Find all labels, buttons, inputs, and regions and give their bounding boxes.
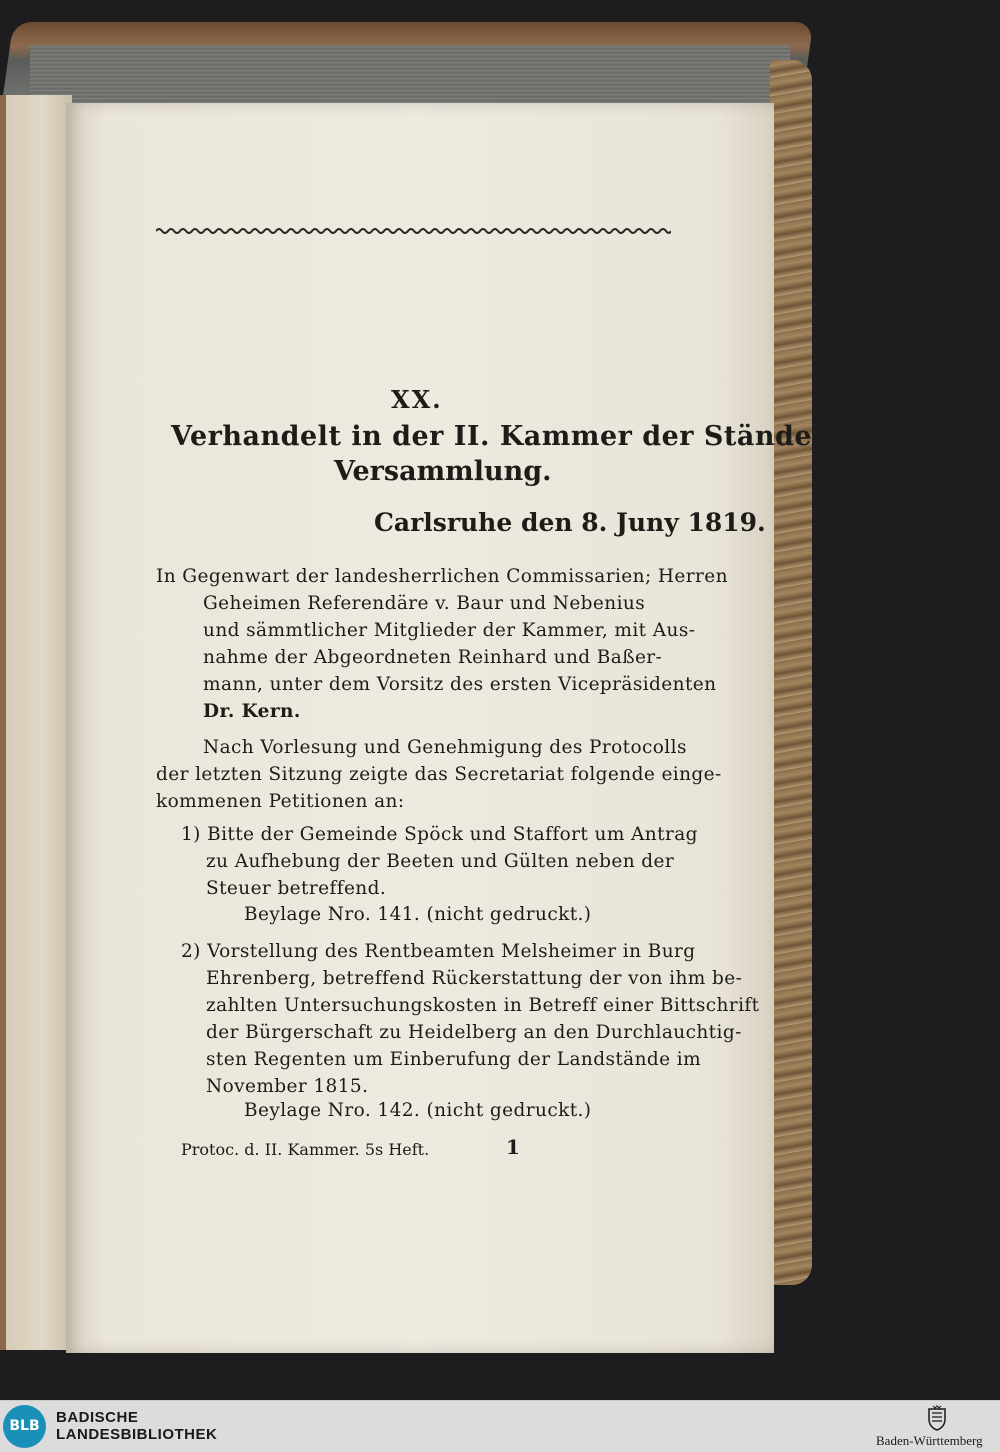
item-line: der Bürgerschaft zu Heidelberg an den Durchlauchtig-	[206, 1022, 742, 1043]
coat-of-arms-icon	[926, 1405, 948, 1431]
book-page	[66, 103, 824, 1353]
session-date: Carlsruhe den 8. Juny 1819.	[374, 508, 766, 537]
item-line: Steuer betreffend.	[206, 878, 387, 899]
paragraph-line: mann, unter dem Vorsitz des ersten Vicepräsidenten	[203, 674, 717, 695]
ornamental-rule	[156, 227, 671, 235]
heading-line-2: Versammlung.	[334, 456, 552, 487]
paragraph-line: nahme der Abgeordneten Reinhard und Baßer-	[203, 647, 663, 668]
item-note: Beylage Nro. 141. (nicht gedruckt.)	[244, 904, 592, 925]
paragraph-line: Nach Vorlesung und Genehmigung des Protocolls	[203, 737, 687, 758]
library-name[interactable]	[56, 1409, 217, 1443]
paragraph-line: Geheimen Referendäre v. Baur und Nebenius	[203, 593, 646, 614]
paragraph-line: Dr. Kern.	[203, 701, 301, 722]
section-number: XX.	[391, 385, 443, 414]
item-note: Beylage Nro. 142. (nicht gedruckt.)	[244, 1100, 592, 1121]
left-cover-edge	[0, 95, 6, 1350]
item-line: Ehrenberg, betreffend Rückerstattung der von ihm be-	[206, 968, 743, 989]
item-line: sten Regenten um Einberufung der Landstände im	[206, 1049, 702, 1070]
item-line: November 1815.	[206, 1076, 369, 1097]
library-name-line-2: LANDESBIBLIOTHEK	[56, 1426, 218, 1443]
page-footer: Protoc. d. II. Kammer. 5s Heft.	[181, 1140, 430, 1159]
left-page	[0, 95, 72, 1350]
paragraph-line: und sämmtlicher Mitglieder der Kammer, mit Aus-	[203, 620, 696, 641]
blb-logo[interactable]: BLB	[3, 1405, 46, 1448]
paragraph-line: kommenen Petitionen an:	[156, 791, 405, 812]
book-cover-edge	[770, 60, 812, 1285]
partner-name[interactable]: Baden-Württemberg	[876, 1433, 983, 1448]
paragraph-line: der letzten Sitzung zeigte das Secretariat folgende einge-	[156, 764, 722, 785]
item-line: 1) Bitte der Gemeinde Spöck und Staffort um Antrag	[181, 824, 698, 845]
item-line: 2) Vorstellung des Rentbeamten Melsheimer in Burg	[181, 941, 696, 962]
footer-bar	[0, 1400, 1000, 1452]
paragraph-line: In Gegenwart der landesherrlichen Commissarien; Herren	[156, 566, 728, 587]
item-line: zahlten Untersuchungskosten in Betreff einer Bittschrift	[206, 995, 760, 1016]
item-line: zu Aufhebung der Beeten und Gülten neben der	[206, 851, 675, 872]
library-name-line-1: BADISCHE	[56, 1409, 139, 1426]
heading-line-1: Verhandelt in der II. Kammer der Stände-	[171, 421, 824, 452]
page-number: 1	[506, 1135, 520, 1159]
